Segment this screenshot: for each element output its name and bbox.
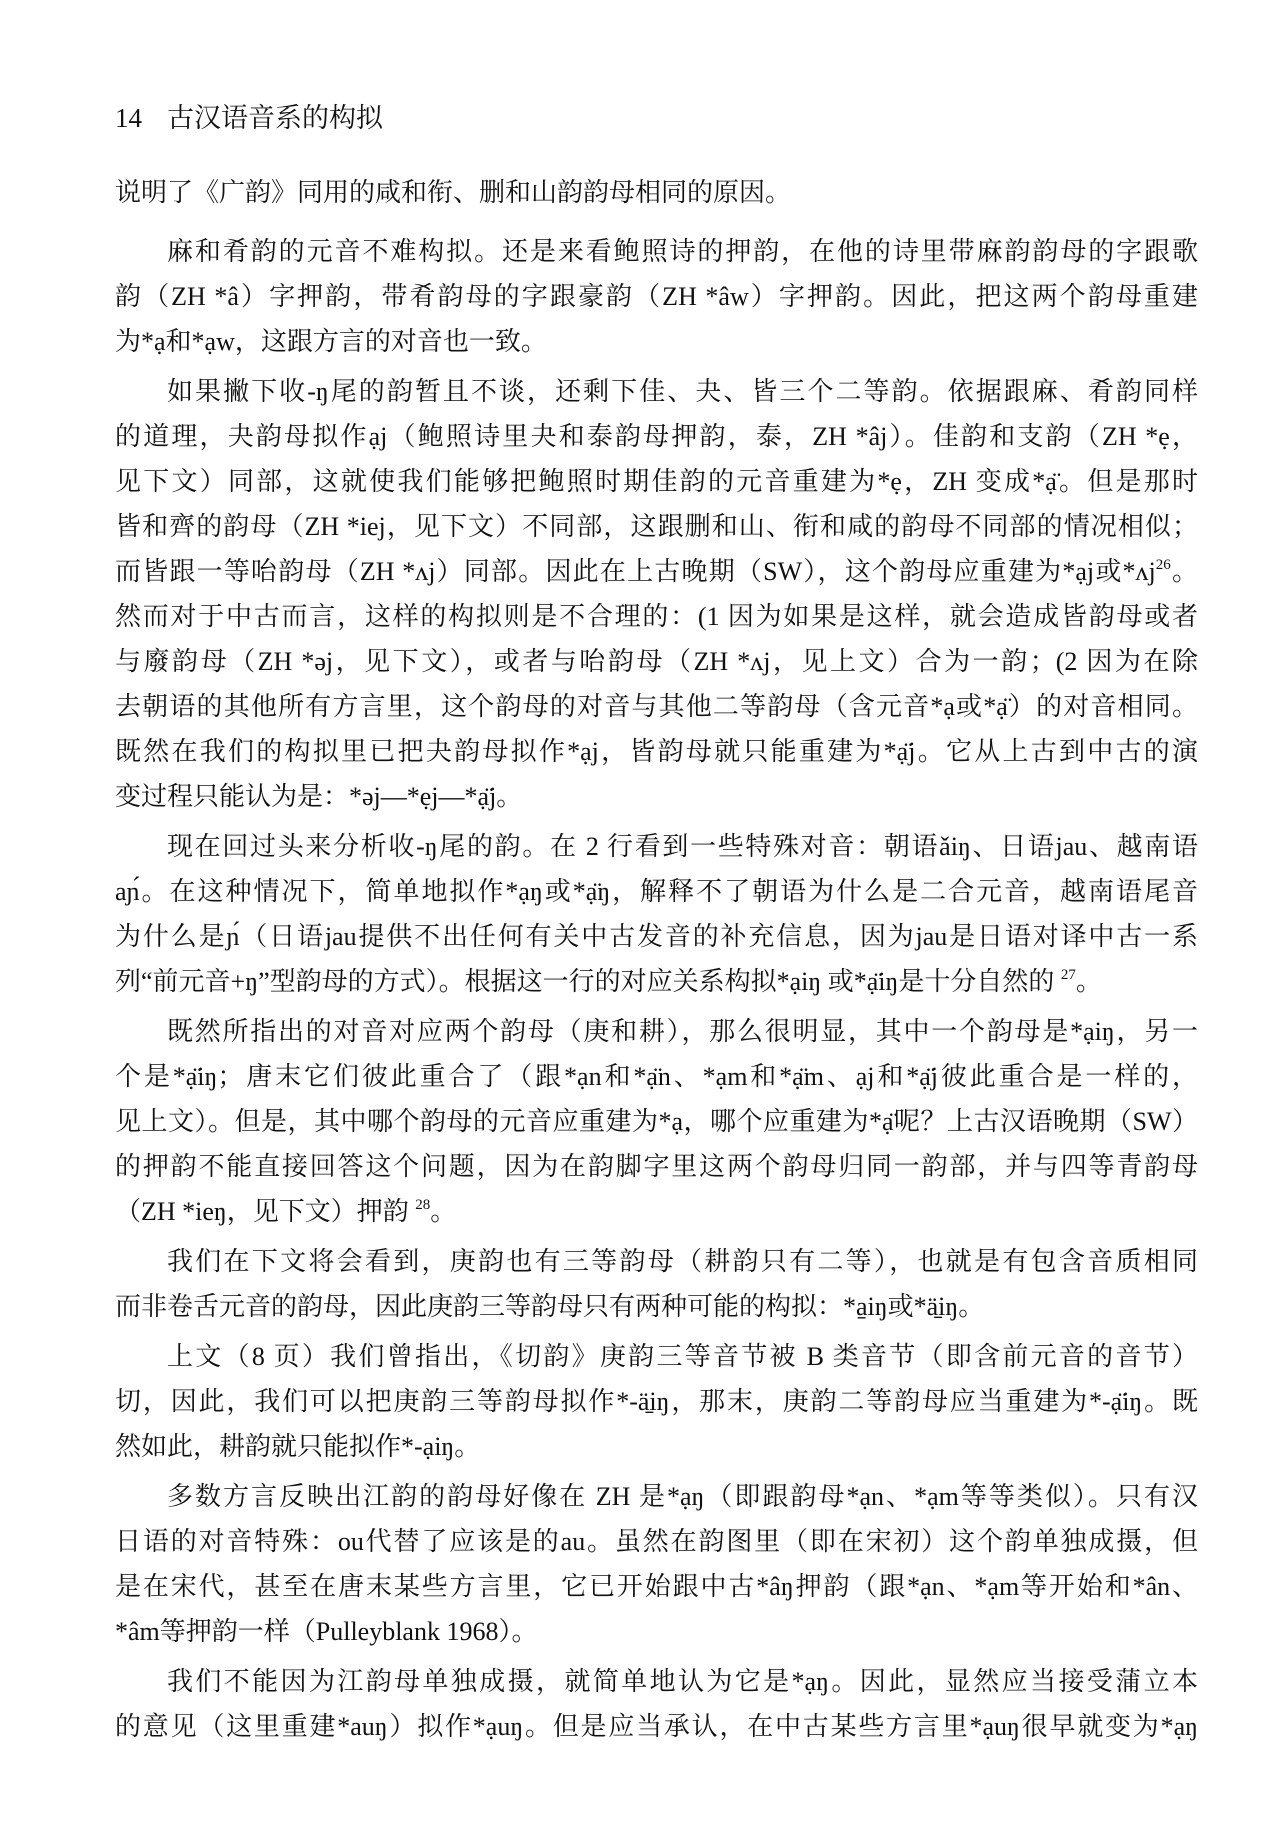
line-text: 麻和肴韵的元音不难构拟。还是来看鲍照诗的押韵，在他的诗里带麻韵韵母的字跟歌 <box>167 237 1198 266</box>
text-line <box>115 1379 1198 1424</box>
text-line <box>115 729 1198 774</box>
text-line <box>115 1054 1198 1099</box>
line-text: 韵（ZH *â）字押韵，带肴韵母的字跟豪韵（ZH *âw）字押韵。因此，把这两个韵母重建 <box>115 282 1198 311</box>
line-text: 为*ạ和*ạw，这跟方言的对音也一致。 <box>115 327 547 356</box>
line-text: 日语的对音特殊：ou代替了应该是的au。虽然在韵图里（即在宋初）这个韵单独成摄，但 <box>115 1527 1198 1556</box>
text-line <box>115 1144 1198 1189</box>
text-line <box>115 1009 1198 1054</box>
body-text <box>115 170 1198 1749</box>
line-text: 与廢韵母（ZH *əj，见下文），或者与咍韵母（ZH *ʌj，见上文）合为一韵；(2 因为在除 <box>115 647 1198 676</box>
text-line <box>115 684 1198 729</box>
line-text: 如果撇下收-ŋ尾的韵暂且不谈，还剩下佳、夬、皆三个二等韵。依据跟麻、肴韵同样 <box>167 377 1198 406</box>
paragraph <box>115 1009 1198 1234</box>
text-line <box>115 1099 1198 1144</box>
text-line <box>115 1659 1198 1704</box>
text-line <box>115 369 1198 414</box>
footnote-ref[interactable]: 28 <box>415 1197 431 1213</box>
book-title: 古汉语音系的构拟 <box>167 103 383 133</box>
line-text-tail: 。 <box>1075 967 1102 996</box>
line-text: 个是*ạ̈iŋ；唐末它们彼此重合了（跟*ạn和*ạ̈n、*ạm和*ạ̈m、ạj和*ạ̈j彼此重合是一样的， <box>115 1062 1198 1091</box>
line-text: 然如此，耕韵就只能拟作*-ạiŋ。 <box>115 1432 481 1461</box>
text-line <box>115 229 1198 274</box>
text-line <box>115 1189 1198 1234</box>
text-line <box>115 1334 1198 1379</box>
line-text: 去朝语的其他所有方言里，这个韵母的对音与其他二等韵母（含元音*ạ或*ạ̈）的对音相同。 <box>115 692 1198 721</box>
line-text-tail: 。 <box>1170 557 1198 586</box>
text-line <box>115 1474 1198 1519</box>
text-line <box>115 1239 1198 1284</box>
text-line <box>115 1424 1198 1469</box>
line-text: 皆和齊的韵母（ZH *iej，见下文）不同部，这跟删和山、衔和咸的韵母不同部的情况相似； <box>115 512 1198 541</box>
line-text: 多数方言反映出江韵的韵母好像在 ZH 是*ạŋ（即跟韵母*ạn、*ạm等等类似）。只有汉 <box>167 1482 1198 1511</box>
line-text: 见上文）。但是，其中哪个韵母的元音应重建为*ạ，哪个应重建为*ạ̈呢？上古汉语晚期（SW） <box>115 1107 1198 1136</box>
line-text: *âm等押韵一样（Pulleyblank 1968）。 <box>115 1617 538 1646</box>
text-line <box>115 914 1198 959</box>
text-line <box>115 1564 1198 1609</box>
text-line <box>115 504 1198 549</box>
text-line <box>115 824 1198 869</box>
text-line <box>115 1284 1198 1329</box>
footnote-ref[interactable]: 26 <box>1155 557 1171 573</box>
text-line <box>115 1704 1198 1749</box>
paragraph <box>115 1334 1198 1469</box>
line-text: 是在宋代，甚至在唐末某些方言里，它已开始跟中古*âŋ押韵（跟*ạn、*ạm等开始和*ân、 <box>115 1572 1198 1601</box>
text-line <box>115 319 1198 364</box>
text-line <box>115 549 1198 594</box>
running-head <box>115 100 383 136</box>
paragraph <box>115 229 1198 364</box>
line-text: 我们在下文将会看到，庚韵也有三等韵母（耕韵只有二等），也就是有包含音质相同 <box>167 1247 1198 1276</box>
text-line <box>115 774 1198 819</box>
text-line <box>115 170 1198 215</box>
footnote-ref[interactable]: 27 <box>1060 967 1076 983</box>
line-text: 而皆跟一等咍韵母（ZH *ʌj）同部。因此在上古晚期（SW），这个韵母应重建为*ạj或*ʌj <box>115 557 1156 586</box>
line-text: 变过程只能认为是：*əj—*ẹj—*ạ̈j。 <box>115 782 523 811</box>
line-text: 的意见（这里重建*auŋ）拟作*ạuŋ。但是应当承认，在中古某些方言里*ạuŋ很早就变为*ạŋ <box>115 1712 1198 1741</box>
paragraph <box>115 1239 1198 1329</box>
paragraph <box>115 170 1198 215</box>
line-text: aɲ́。在这种情况下，简单地拟作*ạŋ或*ạ̈ŋ，解释不了朝语为什么是二合元音，越南语尾音 <box>115 877 1198 906</box>
line-text: 为什么是ɲ́（日语jau提供不出任何有关中古发音的补充信息，因为jau是日语对译中古一系 <box>115 922 1198 951</box>
paragraph <box>115 824 1198 1004</box>
line-text: 上文（8 页）我们曾指出，《切韵》庚韵三等音节被 B 类音节（即含前元音的音节） <box>167 1342 1198 1371</box>
paragraph <box>115 1474 1198 1654</box>
line-text: 的道理，夬韵母拟作ạj（鲍照诗里夬和泰韵母押韵，泰，ZH *âj）。佳韵和支韵（ZH *ẹ， <box>115 422 1198 451</box>
text-line <box>115 414 1198 459</box>
line-text: 我们不能因为江韵母单独成摄，就简单地认为它是*ạŋ。因此，显然应当接受蒲立本 <box>167 1667 1198 1696</box>
text-line <box>115 594 1198 639</box>
line-text: 的押韵不能直接回答这个问题，因为在韵脚字里这两个韵母归同一韵部，并与四等青韵母 <box>115 1152 1198 1181</box>
line-text: 然而对于中古而言，这样的构拟则是不合理的：(1 因为如果是这样，就会造成皆韵母或者 <box>115 602 1198 631</box>
line-text: 说明了《广韵》同用的咸和衔、删和山韵韵母相同的原因。 <box>115 178 792 207</box>
line-text-tail: 。 <box>430 1197 457 1226</box>
page-number: 14 <box>115 103 142 133</box>
line-text: 列“前元音+ŋ”型韵母的方式）。根据这一行的对应关系构拟*ạiŋ 或*ạ̈iŋ是十分自然的 <box>115 967 1061 996</box>
line-text: 见下文）同部，这就使我们能够把鲍照时期佳韵的元音重建为*ẹ，ZH 变成*ạ̈。但是那时 <box>115 467 1198 496</box>
text-line <box>115 639 1198 684</box>
text-line <box>115 959 1198 1004</box>
line-text: 切，因此，我们可以把庚韵三等韵母拟作*-ä̱iŋ，那末，庚韵二等韵母应当重建为*-ạ̈iŋ。既 <box>115 1387 1198 1416</box>
paragraph <box>115 1659 1198 1749</box>
text-line <box>115 459 1198 504</box>
line-text: 既然所指出的对音对应两个韵母（庚和耕），那么很明显，其中一个韵母是*ạiŋ，另一 <box>167 1017 1198 1046</box>
text-line <box>115 1519 1198 1564</box>
paragraph <box>115 369 1198 819</box>
line-text: （ZH *ieŋ，见下文）押韵 <box>115 1197 416 1226</box>
line-text: 现在回过头来分析收-ŋ尾的韵。在 2 行看到一些特殊对音：朝语ǎiŋ、日语jau、越南语 <box>167 832 1198 861</box>
text-line <box>115 274 1198 319</box>
line-text: 既然在我们的构拟里已把夬韵母拟作*ạj，皆韵母就只能重建为*ạ̈j。它从上古到中古的演 <box>115 737 1198 766</box>
text-line <box>115 1609 1198 1654</box>
text-line <box>115 869 1198 914</box>
line-text: 而非卷舌元音的韵母，因此庚韵三等韵母只有两种可能的构拟：*a̱iŋ或*ä̱iŋ。 <box>115 1292 985 1321</box>
